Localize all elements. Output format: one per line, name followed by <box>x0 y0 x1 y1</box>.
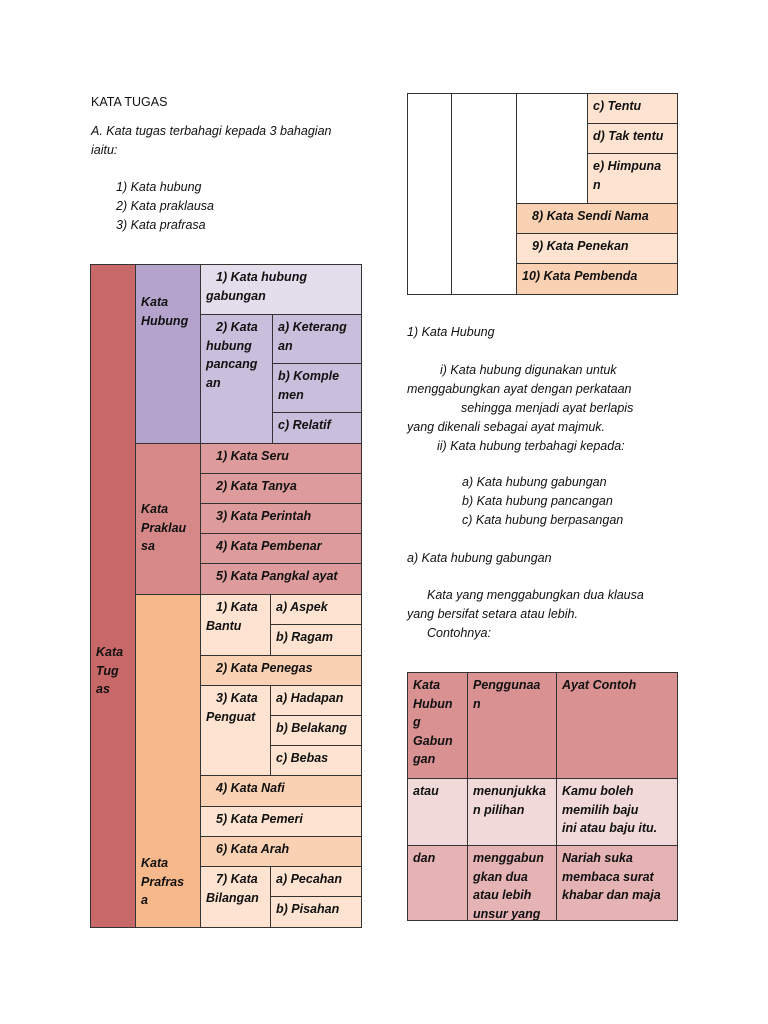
hubung-relatif: c) Relatif <box>272 412 362 444</box>
cell-line: unsur yang <box>473 906 541 921</box>
cell-line: a <box>141 893 148 907</box>
cell-line: Hubun <box>413 696 453 711</box>
hubung-pancangan <box>200 314 273 444</box>
prafrasa-sendi-nama: 8) Kata Sendi Nama <box>516 203 678 234</box>
cell-line: khabar dan maja <box>562 888 661 902</box>
cell-line: men <box>278 387 304 402</box>
cell-line: an <box>206 375 221 390</box>
intro-line: A. Kata tugas terbahagi kepada 3 bahagian <box>91 124 332 138</box>
para-line: Kata yang menggabungkan dua klausa <box>427 588 644 602</box>
prafrasa-belakang: b) Belakang <box>270 715 362 746</box>
prafrasa-pembenda: 10) Kata Pembenda <box>516 263 678 295</box>
table-cell: dan <box>407 845 468 921</box>
definition <box>407 586 707 643</box>
heading: KATA TUGAS <box>91 95 168 109</box>
cell-line: Bilangan <box>206 890 259 905</box>
cell-line: memilih baju <box>562 802 639 817</box>
table-header-cell <box>407 672 468 779</box>
praklausa-label <box>135 443 201 595</box>
cell-line: Penggunaa <box>473 678 541 692</box>
para-line: sehingga menjadi ayat berlapis <box>461 401 634 415</box>
table-cell <box>556 778 678 846</box>
list-item: c) Kata hubung berpasangan <box>462 513 624 527</box>
cell-line: Kata <box>96 645 124 659</box>
para-line: i) Kata hubung digunakan untuk <box>440 363 617 377</box>
prafrasa-label <box>135 594 201 928</box>
cell-line: atau lebih <box>473 888 532 902</box>
cell-line: e) Himpuna <box>593 159 662 173</box>
praklausa-item: 2) Kata Tanya <box>200 473 362 504</box>
prafrasa-tentu: c) Tentu <box>587 93 678 124</box>
prafrasa-arah: 6) Kata Arah <box>200 836 362 867</box>
cell-line: membaca surat <box>562 869 654 884</box>
cell-line: Penguat <box>206 709 256 724</box>
prafrasa-tak-tentu: d) Tak tentu <box>587 123 678 154</box>
para-line: yang dikenali sebagai ayat majmuk. <box>407 420 606 434</box>
hubung-keterangan <box>272 314 362 364</box>
prafrasa-hadapan: a) Hadapan <box>270 685 362 716</box>
cell-line: menggabun <box>473 851 544 865</box>
cell-line: n pilihan <box>473 802 525 817</box>
table-cell: atau <box>407 778 468 846</box>
cell-line: Praklau <box>141 520 187 535</box>
explanation-paragraph <box>407 361 707 456</box>
cell-line: 1) Kata <box>216 600 258 614</box>
prafrasa-pemeri: 5) Kata Pemeri <box>200 806 362 837</box>
list-item: a) Kata hubung gabungan <box>462 475 607 489</box>
sublist <box>462 473 623 530</box>
section-title: 1) Kata Hubung <box>407 325 495 339</box>
cell-line: b) Komple <box>278 369 340 383</box>
cell-line: pancang <box>206 357 258 371</box>
para-line: Contohnya: <box>427 626 491 640</box>
cell-line: Bantu <box>206 618 242 633</box>
intro-text <box>91 122 331 160</box>
cell-line: sa <box>141 539 155 553</box>
prafrasa-nafi: 4) Kata Nafi <box>200 775 362 807</box>
prafrasa-penguat <box>200 685 271 776</box>
prafrasa-bantu <box>200 594 271 656</box>
root-cell <box>90 264 136 928</box>
cont-label-col <box>451 93 517 295</box>
praklausa-item: 5) Kata Pangkal ayat <box>200 563 362 595</box>
para-line: menggabungkan ayat dengan perkataan <box>407 382 632 396</box>
cell-line: Tug <box>96 663 119 678</box>
cell-line: gabungan <box>206 288 266 303</box>
category-list <box>116 178 214 235</box>
cell-line: Kata <box>141 295 169 309</box>
cell-line: Gabun <box>413 733 453 748</box>
list-item: 1) Kata hubung <box>116 180 202 194</box>
cell-line: Prafras <box>141 874 185 889</box>
cont-root-col <box>407 93 452 295</box>
table-header-cell <box>556 672 678 779</box>
praklausa-item: 1) Kata Seru <box>200 443 362 474</box>
cell-line: gkan dua <box>473 869 528 884</box>
cell-line: n <box>473 696 481 711</box>
prafrasa-aspek: a) Aspek <box>270 594 362 625</box>
cell-line: Kata <box>141 856 169 870</box>
cell-line: Hubung <box>141 313 189 328</box>
table-header-cell <box>467 672 557 779</box>
hubung-gabungan <box>200 264 362 315</box>
cell-line: menunjukka <box>473 784 546 798</box>
cell-line: an <box>278 338 293 353</box>
cell-line: n <box>593 177 601 192</box>
cell-line: gan <box>413 752 436 766</box>
table-cell <box>467 778 557 846</box>
cell-line: Kamu boleh <box>562 784 634 798</box>
praklausa-item: 3) Kata Perintah <box>200 503 362 534</box>
cell-line: 3) Kata <box>216 691 258 705</box>
cell-line: as <box>96 682 110 696</box>
list-item: 3) Kata prafrasa <box>116 218 206 232</box>
cell-line: Kata <box>413 678 441 692</box>
prafrasa-himpunan <box>587 153 678 204</box>
prafrasa-bilangan <box>200 866 271 928</box>
prafrasa-penekan: 9) Kata Penekan <box>516 233 678 264</box>
hubung-label <box>135 264 201 444</box>
cell-line: 1) Kata hubung <box>216 270 307 284</box>
cell-line: a) Keterang <box>278 320 347 334</box>
para-line: yang bersifat setara atau lebih. <box>407 607 578 621</box>
hubung-komplemen <box>272 363 362 413</box>
cell-line: Ayat Contoh <box>562 678 637 692</box>
cell-line: 7) Kata <box>216 872 258 886</box>
table-cell <box>467 845 557 921</box>
cell-line: 2) Kata <box>216 320 258 334</box>
cell-line: Nariah suka <box>562 851 633 865</box>
para-line: ii) Kata hubung terbahagi kepada: <box>437 439 625 453</box>
intro-line: iaitu: <box>91 143 118 157</box>
prafrasa-pisahan: b) Pisahan <box>270 896 362 928</box>
cont-bilangan-col <box>516 93 588 204</box>
prafrasa-ragam: b) Ragam <box>270 624 362 656</box>
prafrasa-pecahan: a) Pecahan <box>270 866 362 897</box>
prafrasa-bebas: c) Bebas <box>270 745 362 776</box>
list-item: b) Kata hubung pancangan <box>462 494 613 508</box>
praklausa-item: 4) Kata Pembenar <box>200 533 362 564</box>
table-cell <box>556 845 678 921</box>
cell-line: Kata <box>141 502 169 516</box>
sub-heading: a) Kata hubung gabungan <box>407 551 552 565</box>
prafrasa-penegas: 2) Kata Penegas <box>200 655 362 686</box>
cell-line: ini atau baju itu. <box>562 821 658 835</box>
cell-line: hubung <box>206 338 252 353</box>
list-item: 2) Kata praklausa <box>116 199 214 213</box>
cell-line: g <box>413 715 421 729</box>
